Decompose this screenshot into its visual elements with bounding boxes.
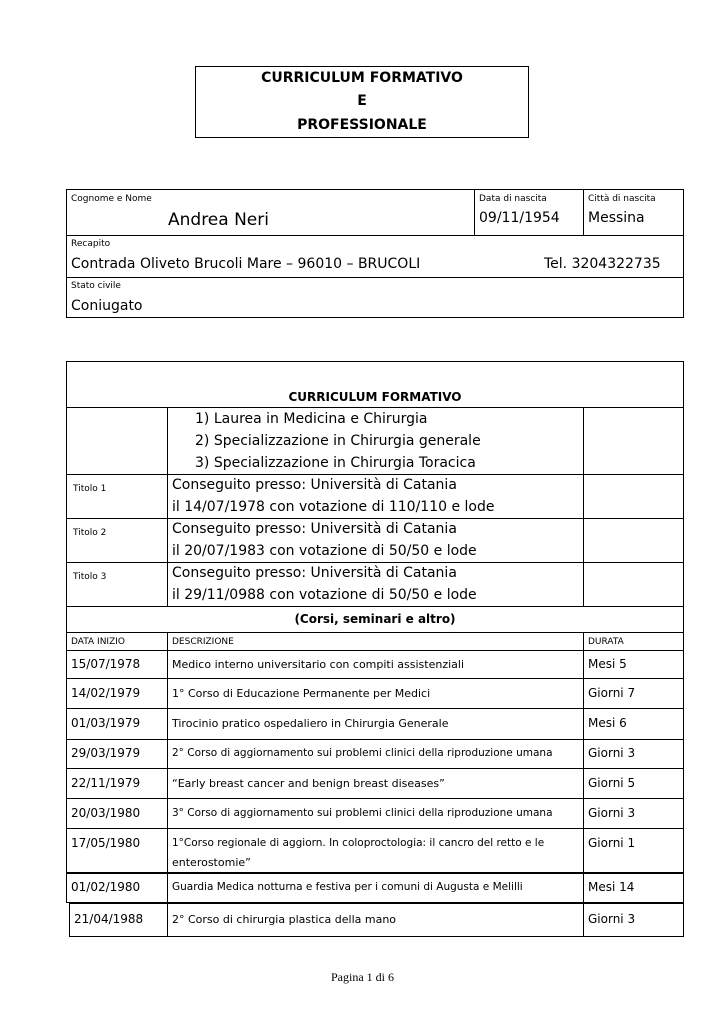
course-duration: Giorni 1 (588, 836, 636, 850)
course-date: 01/02/1980 (71, 880, 141, 894)
title-line-2: E (357, 93, 367, 109)
course-desc: “Early breast cancer and benign breast diseases” (172, 777, 445, 790)
course-date: 01/03/1979 (71, 716, 141, 730)
title-label: Titolo 2 (73, 528, 107, 538)
title-label: Titolo 1 (73, 484, 107, 494)
course-duration: Giorni 3 (588, 806, 636, 820)
title-institution: Conseguito presso: Università di Catania (172, 565, 457, 581)
course-date: 17/05/1980 (71, 836, 141, 850)
birth-city-label: Città di nascita (588, 194, 656, 204)
course-duration: Giorni 3 (588, 912, 636, 926)
col-duration-header: DURATA (588, 637, 624, 647)
course-duration: Mesi 5 (588, 657, 627, 671)
title-grade: il 20/07/1983 con votazione di 50/50 e lode (172, 543, 477, 559)
courses-header: (Corsi, seminari e altro) (294, 612, 456, 626)
birth-date-label: Data di nascita (479, 194, 547, 204)
degree-item: 1) Laurea in Medicina e Chirurgia (195, 411, 428, 427)
page-number: Pagina 1 di 6 (331, 970, 394, 984)
course-date: 15/07/1978 (71, 657, 141, 671)
degree-item: 2) Specializzazione in Chirurgia generale (195, 433, 481, 449)
col-desc-header: DESCRIZIONE (172, 637, 234, 647)
title-line-1: CURRICULUM FORMATIVO (261, 70, 463, 86)
title-grade: il 29/11/0988 con votazione di 50/50 e lode (172, 587, 477, 603)
birth-city: Messina (588, 210, 645, 226)
course-date: 21/04/1988 (74, 912, 144, 926)
civil-status: Coniugato (71, 298, 143, 314)
course-date: 20/03/1980 (71, 806, 141, 820)
course-desc: Tirocinio pratico ospedaliero in Chirurgia Generale (172, 717, 449, 730)
course-date: 22/11/1979 (71, 776, 141, 790)
phone: Tel. 3204322735 (544, 256, 661, 272)
course-desc: Guardia Medica notturna e festiva per i comuni di Augusta e Melilli (172, 881, 523, 893)
degree-item: 3) Specializzazione in Chirurgia Toracica (195, 455, 476, 471)
course-duration: Giorni 7 (588, 686, 636, 700)
col-date-header: DATA INIZIO (71, 637, 125, 647)
address: Contrada Oliveto Brucoli Mare – 96010 – BRUCOLI (71, 256, 421, 272)
course-duration: Giorni 3 (588, 746, 636, 760)
course-date: 29/03/1979 (71, 746, 141, 760)
course-duration: Mesi 6 (588, 716, 627, 730)
name-label: Cognome e Nome (71, 194, 152, 204)
course-duration: Mesi 14 (588, 880, 635, 894)
course-desc: 3° Corso di aggiornamento sui problemi clinici della riproduzione umana (172, 807, 553, 819)
formative-header: CURRICULUM FORMATIVO (288, 390, 462, 404)
course-desc: 2° Corso di chirurgia plastica della mano (172, 913, 397, 926)
title-institution: Conseguito presso: Università di Catania (172, 521, 457, 537)
course-desc-continued: enterostomie” (172, 856, 251, 869)
title-grade: il 14/07/1978 con votazione di 110/110 e lode (172, 499, 495, 515)
course-desc: Medico interno universitario con compiti assistenziali (172, 658, 465, 671)
civil-status-label: Stato civile (71, 281, 121, 291)
personal-info-table (66, 189, 684, 318)
title-label: Titolo 3 (73, 572, 107, 582)
course-desc: 1° Corso di Educazione Permanente per Medici (172, 687, 431, 700)
birth-date: 09/11/1954 (479, 210, 560, 226)
course-date: 14/02/1979 (71, 686, 141, 700)
title-line-3: PROFESSIONALE (297, 117, 427, 133)
course-duration: Giorni 5 (588, 776, 636, 790)
course-desc: 2° Corso di aggiornamento sui problemi clinici della riproduzione umana (172, 747, 553, 759)
course-desc: 1°Corso regionale di aggiorn. In coloproctologia: il cancro del retto e le (172, 837, 545, 849)
address-label: Recapito (71, 239, 111, 249)
title-institution: Conseguito presso: Università di Catania (172, 477, 457, 493)
person-name: Andrea Neri (168, 210, 269, 230)
